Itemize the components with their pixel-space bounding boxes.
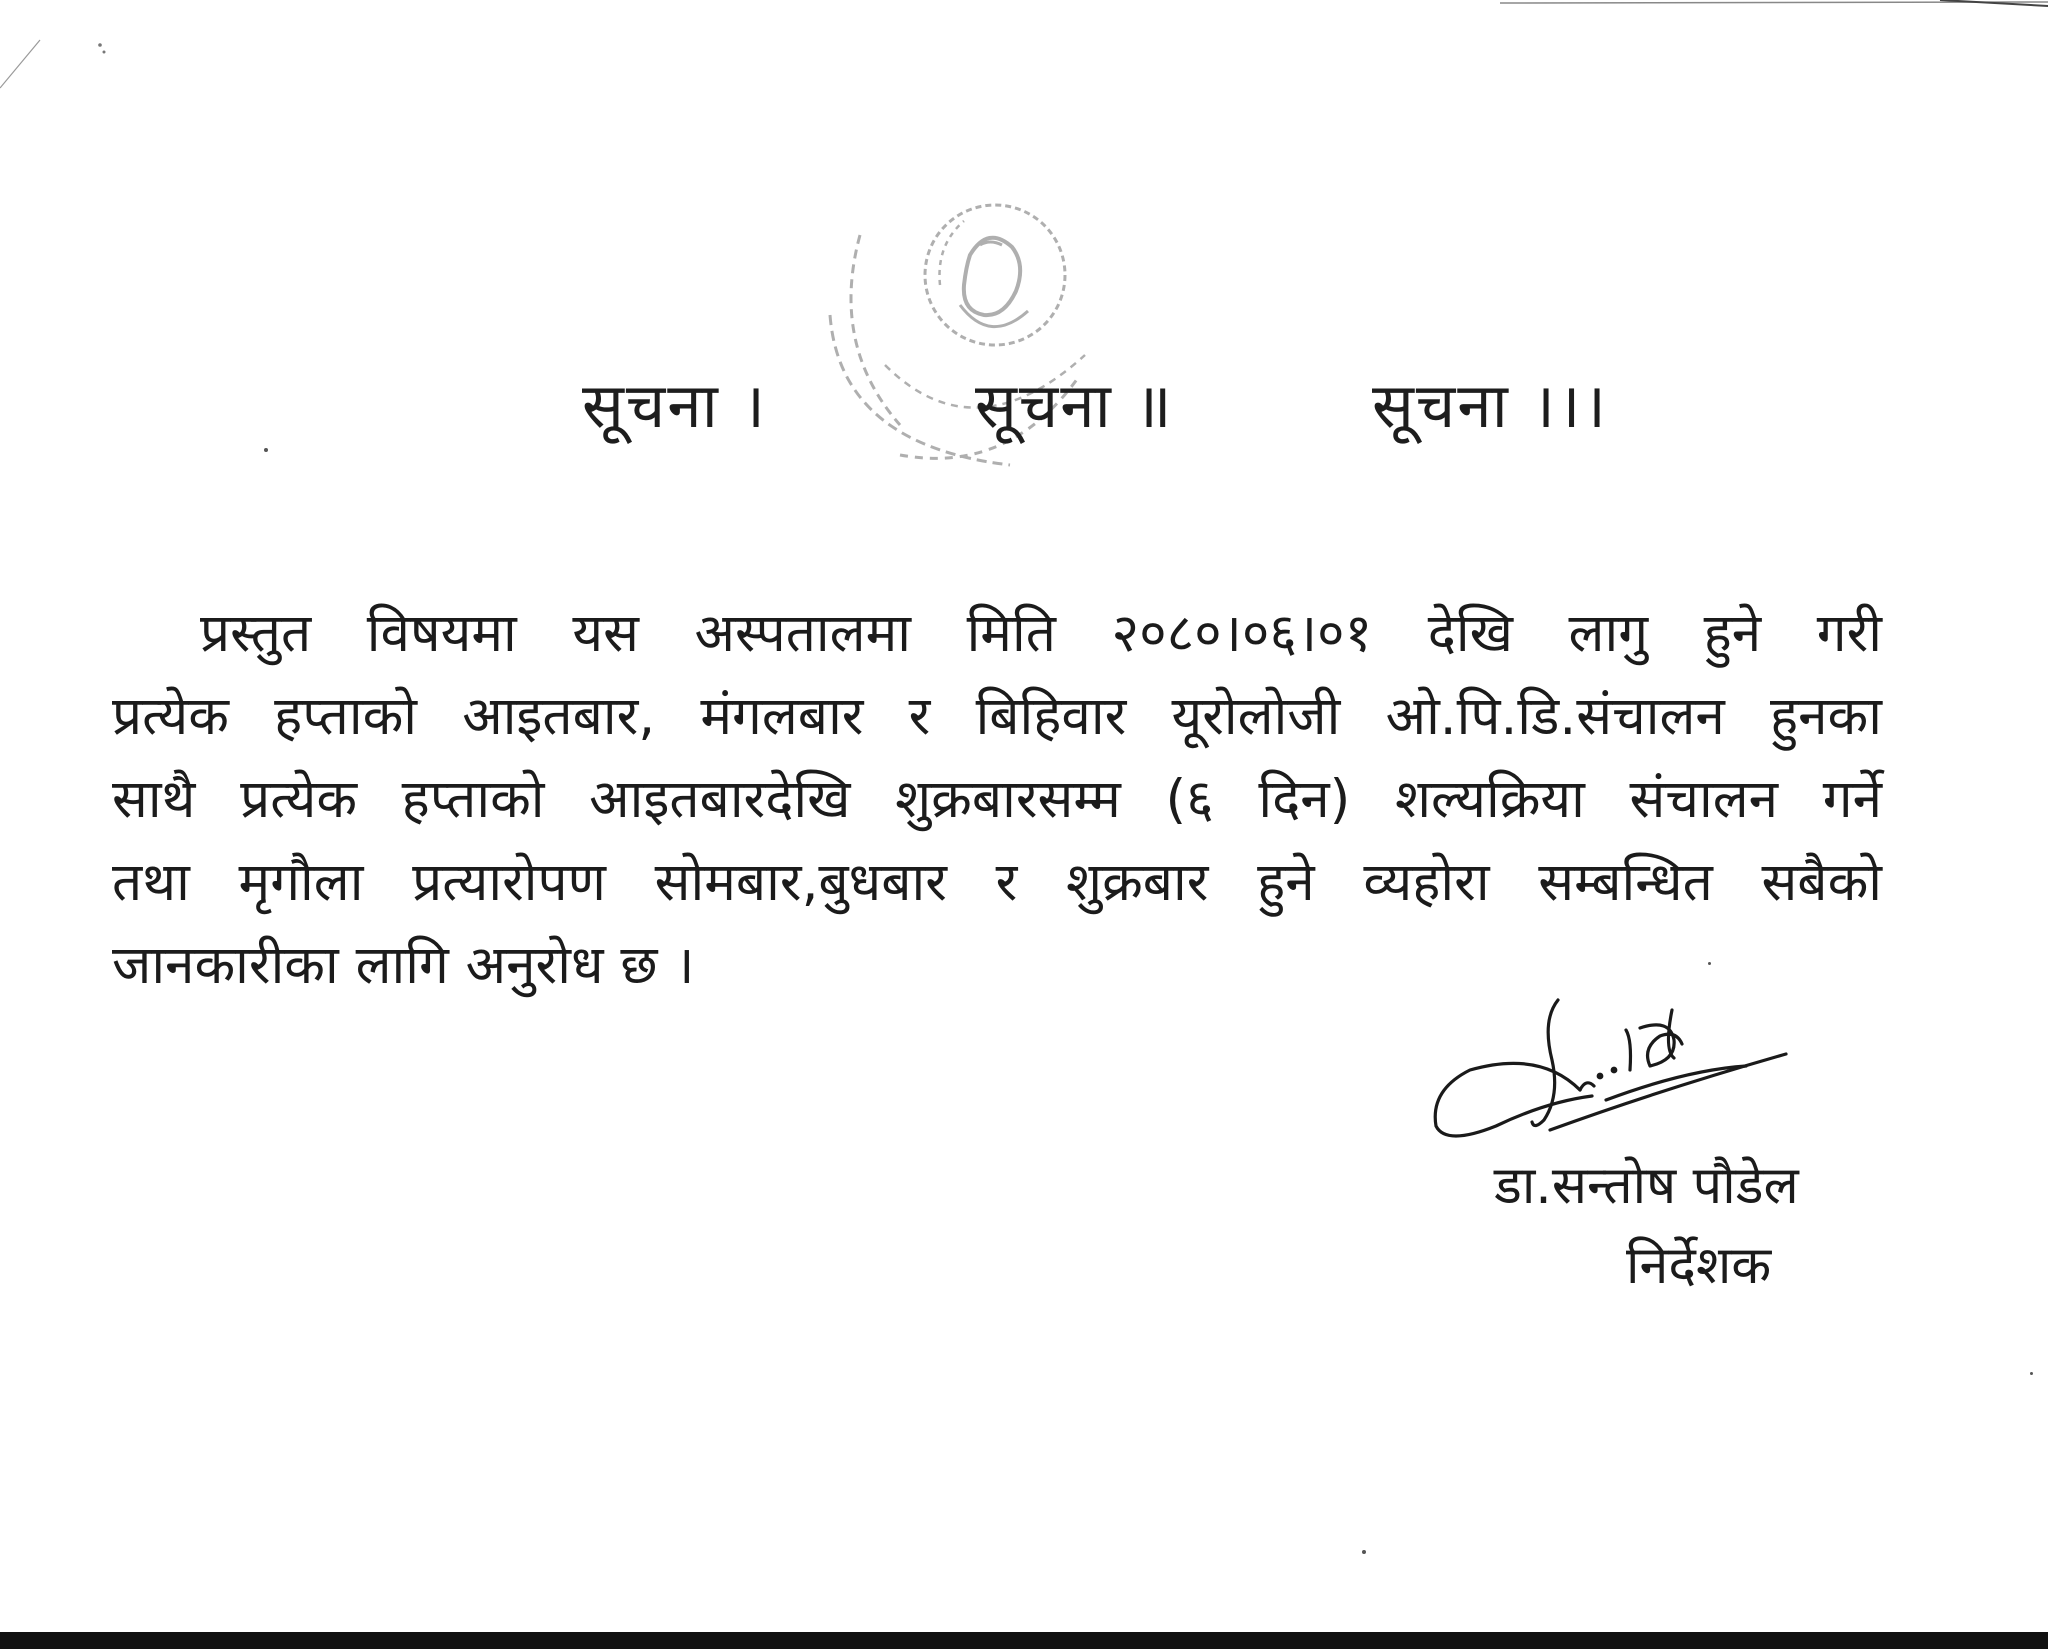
notice-body-line: साथै प्रत्येक हप्ताको आइतबारदेखि शुक्रबारसम्म (६ दिन) शल्यक्रिया संचालन गर्ने (112, 769, 1882, 830)
notice-heading-3: सूचना ।।। (1372, 369, 1608, 442)
scan-speck (1362, 1550, 1366, 1554)
notice-body-line: प्रस्तुत विषयमा यस अस्पतालमा मिति २०८०।०६।०१ देखि लागु हुने गरी (200, 603, 1882, 664)
scan-top-edge (1500, 0, 2048, 10)
scan-bottom-edge (0, 1632, 2048, 1649)
official-seal-stamp (790, 195, 1110, 495)
scan-corner-mark (0, 0, 120, 120)
scan-speck (2030, 1372, 2033, 1375)
scan-speck (264, 448, 268, 452)
notice-heading-2: सूचना ॥ (975, 369, 1174, 442)
notice-body-line: तथा मृगौला प्रत्यारोपण सोमबार,बुधबार र शुक्रबार हुने व्यहोरा सम्बन्धित सबैको (112, 852, 1882, 913)
signer-name: डा.सन्तोष पौडेल (1494, 1156, 1799, 1216)
handwritten-signature (1430, 980, 1790, 1140)
signer-title: निर्देशक (1626, 1236, 1772, 1296)
notice-heading-1: सूचना । (582, 369, 767, 442)
notice-body-line: प्रत्येक हप्ताको आइतबार, मंगलबार र बिहिवार यूरोलोजी ओ.पि.डि.संचालन हुनका (112, 686, 1882, 747)
notice-body (112, 592, 1882, 1007)
notice-body-line: जानकारीका लागि अनुरोध छ । (112, 935, 695, 996)
